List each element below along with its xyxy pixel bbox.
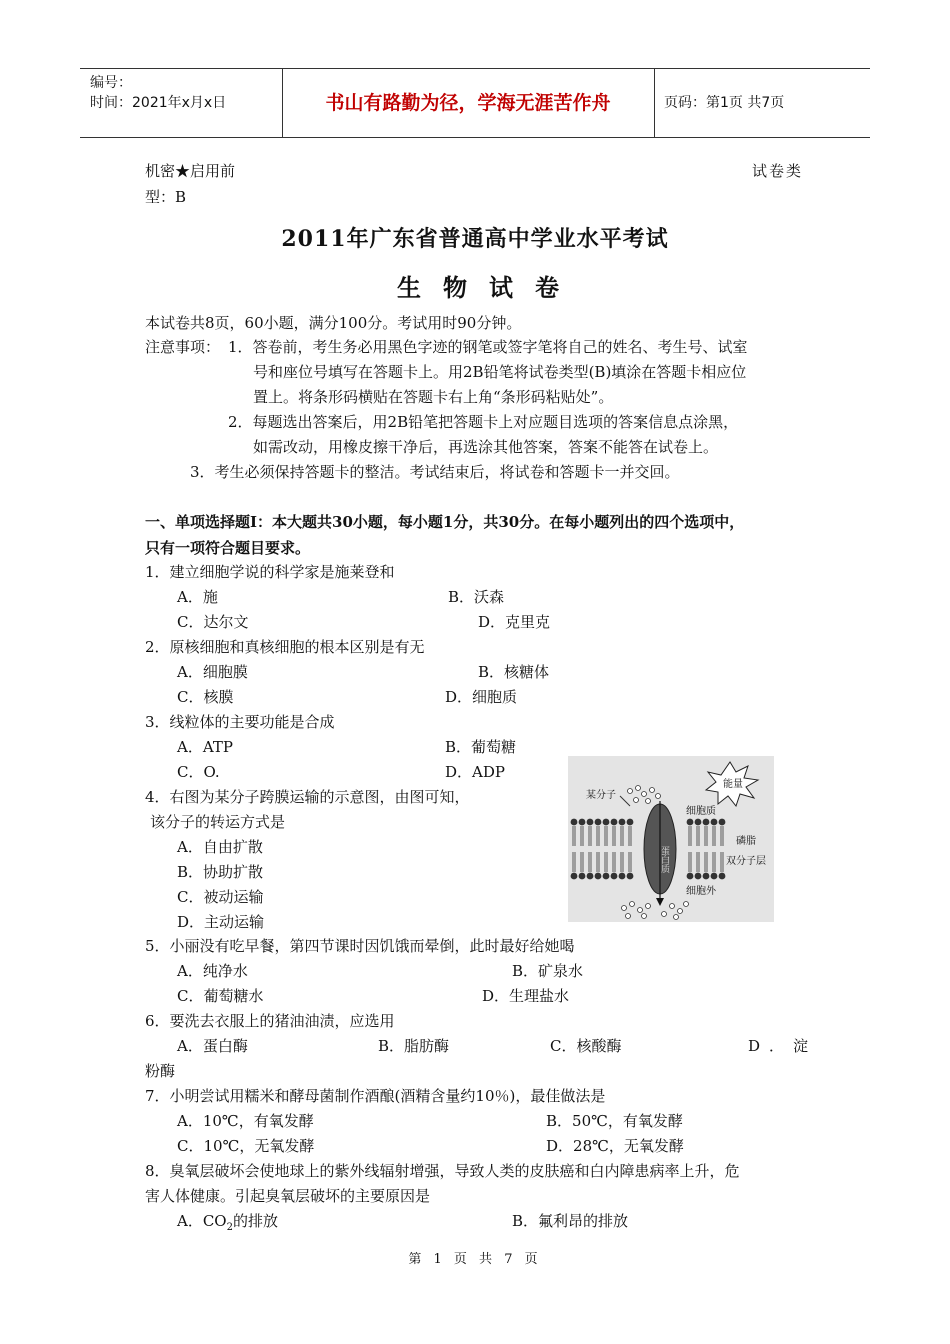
note-1: 1．答卷前，考生务必用黑色字迹的钢笔或签字笔将自己的姓名、考生号、试室 [228,338,748,356]
question-7: 7．小明尝试用糯米和酵母菌制作酒酿(酒精含量约10％)，最佳做法是 [145,1087,606,1105]
q6-option-a: A．蛋白酶 [177,1037,248,1055]
molecule-arrow [620,796,630,806]
q8-option-a [177,1210,278,1233]
bilayer-label: 双分子层 [726,856,766,867]
outside-label: 细胞外 [686,886,716,897]
q6-option-d-cont: 粉酶 [145,1062,176,1080]
question-5: 5．小丽没有吃早餐，第四节课时因饥饿而晕倒，此时最好给她喝 [145,937,575,955]
q5-option-b: B．矿泉水 [512,962,584,980]
q3-option-a: A．ATP [177,738,233,756]
question-6: 6．要洗去衣服上的猪油油渍，应选用 [145,1012,395,1030]
confidential-label: 机密★启用前 [145,162,236,180]
q1-option-b: B．沃森 [448,588,505,606]
note-1-cont: 号和座位号填写在答题卡上。用2B铅笔将试卷类型(B)填涂在答题卡相应位 [253,363,747,381]
q6-option-b: B．脂肪酶 [378,1037,450,1055]
paper-type-value: 型：B [145,188,187,206]
q2-option-c: C．核膜 [177,688,234,706]
energy-label: 能量 [723,779,743,790]
q6-option-d: D．淀 [748,1037,818,1055]
molecule-dots-bottom [622,902,689,920]
subject-title: 生物试卷 [397,273,581,302]
time-label: 时间：2021年x月x日 [90,95,227,111]
q3-option-b: B．葡萄糖 [445,738,517,756]
membrane-transport-diagram [568,756,774,922]
question-2: 2．原核细胞和真核细胞的根本区别是有无 [145,638,425,656]
question-1: 1．建立细胞学说的科学家是施莱登和 [145,563,395,581]
q2-option-a: A．细胞膜 [177,663,248,681]
q5-option-d: D．生理盐水 [482,987,570,1005]
note-3: 3．考生必须保持答题卡的整洁。考试结束后，将试卷和答题卡一并交回。 [190,463,680,481]
molecule-dots-top [628,786,661,804]
paper-type-label: 试卷类 [752,162,804,180]
page-header [80,68,870,138]
q7-option-c: C．10℃，无氧发酵 [177,1137,315,1155]
q5-option-c: C．葡萄糖水 [177,987,264,1005]
q6-option-c: C．核酸酶 [550,1037,622,1055]
cytoplasm-label: 细胞质 [686,806,716,817]
page-info: 页码：第1页 共7页 [664,95,785,111]
notes-label: 注意事项： [145,338,221,356]
number-label: 编号： [90,75,132,91]
exam-title: 2011年广东省普通高中学业水平考试 [281,226,669,252]
note-1-cont: 置上。将条形码横贴在答题卡右上角“条形码粘贴处”。 [253,388,614,406]
protein-label: 蛋白质 [659,846,669,873]
q8-option-a-prefix: A．CO [177,1212,227,1230]
q3-option-c: C．O. [177,763,220,781]
exam-summary: 本试卷共8页，60小题，满分100分。考试用时90分钟。 [145,314,522,332]
q3-option-d: D．ADP [445,763,505,781]
q8-option-b: B．氟利昂的排放 [512,1212,629,1230]
q1-option-c: C．达尔文 [177,613,249,631]
membrane-diagram-svg [568,756,774,922]
question-8-cont: 害人体健康。引起臭氧层破坏的主要原因是 [145,1187,431,1205]
question-8: 8．臭氧层破坏会使地球上的紫外线辐射增强，导致人类的皮肤癌和白内障患病率上升，危 [145,1162,740,1180]
note-2: 2．每题选出答案后，用2B铅笔把答题卡上对应题目选项的答案信息点涂黑， [228,413,739,431]
question-4-cont: 该分子的转运方式是 [150,813,286,831]
q8-option-a-suffix: 的排放 [232,1212,278,1230]
motto: 书山有路勤为径，学海无涯苦作舟 [325,92,611,114]
phospholipid-label: 磷脂 [736,836,756,847]
q4-option-d: D．主动运输 [177,913,265,931]
q4-option-b: B．协助扩散 [177,863,264,881]
header-meta [90,73,226,113]
section-heading-cont: 只有一项符合题目要求。 [145,539,311,557]
q4-option-c: C．被动运输 [177,888,264,906]
q2-option-d: D．细胞质 [445,688,518,706]
page-footer: 第 1 页 共 7 页 [408,1252,542,1267]
q4-option-a: A．自由扩散 [177,838,263,856]
header-divider [654,69,655,137]
q7-option-b: B．50℃，有氧发酵 [546,1112,683,1130]
q8-option-a-subscript: 2 [226,1222,233,1233]
question-4: 4．右图为某分子跨膜运输的示意图，由图可知， [145,788,470,806]
molecule-label: 某分子 [586,790,616,801]
q2-option-b: B．核糖体 [478,663,550,681]
q1-option-d: D．克里克 [478,613,551,631]
transport-arrow-head [656,898,664,906]
note-2-cont: 如需改动，用橡皮擦干净后，再选涂其他答案，答案不能答在试卷上。 [253,438,719,456]
q1-option-a: A．施 [177,588,218,606]
q5-option-a: A．纯净水 [177,962,248,980]
section-heading: 一、单项选择题Ⅰ：本大题共30小题，每小题1分，共30分。在每小题列出的四个选项中， [145,513,745,531]
q7-option-d: D．28℃，无氧发酵 [546,1137,684,1155]
question-3: 3．线粒体的主要功能是合成 [145,713,335,731]
q7-option-a: A．10℃，有氧发酵 [177,1112,314,1130]
